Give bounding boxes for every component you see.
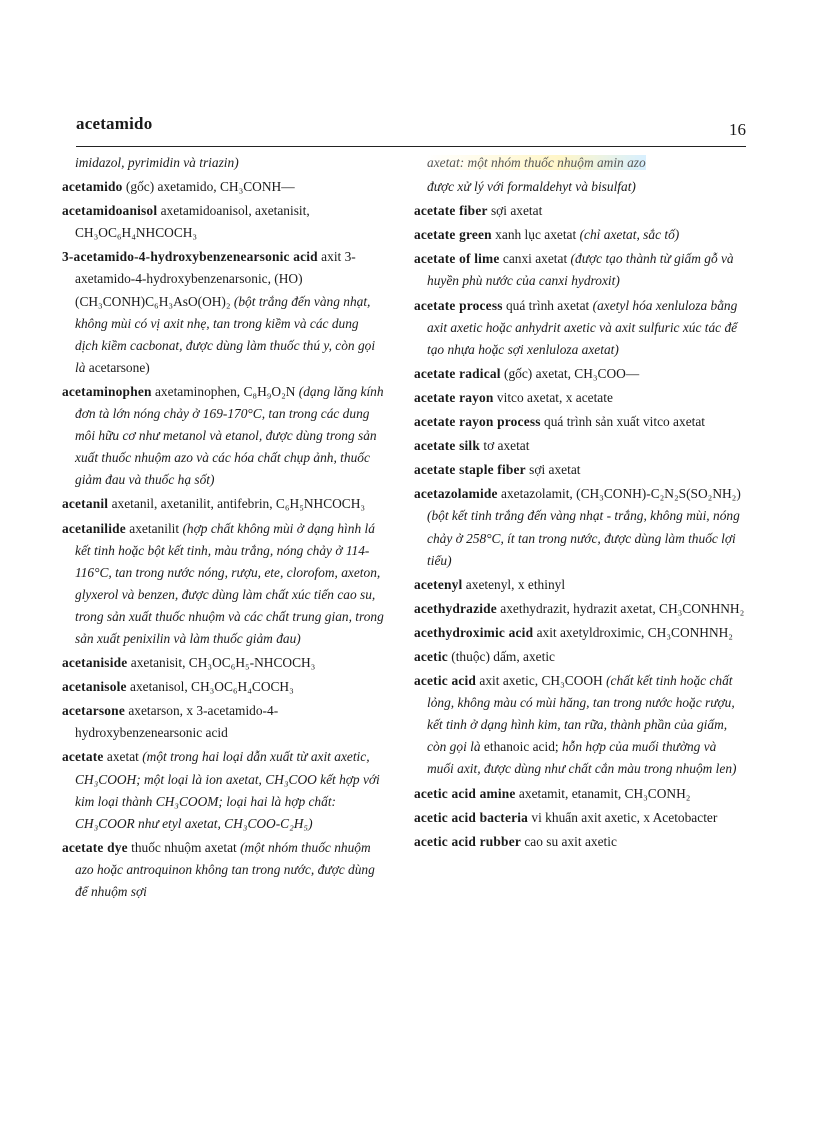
entry-acetate xyxy=(62,746,384,834)
entry-acetic-acid-rubber xyxy=(414,831,746,853)
headword: acetanil xyxy=(62,496,109,512)
definition: axit 3-axetamido-4-hydroxybenzenarsonic, (HO)(CH₃CONH)C₆H₃AsO(OH)₂ xyxy=(75,249,356,309)
headword: 3-acetamido-4-hydroxybenzenearsonic acid xyxy=(62,249,318,265)
definition: axetaminophen, C₈H₉O₂N xyxy=(151,383,299,399)
entry-acetic-acid-amine xyxy=(414,783,746,805)
entry-continuation: imidazol, pyrimidin và triazin) xyxy=(75,155,239,170)
entry-acetate-dye xyxy=(62,837,384,903)
definition: axetazolamit, (CH₃CONH)-C₂N₂S(SO₂NH₂) xyxy=(497,486,741,502)
entry-acetamidoanisol xyxy=(62,200,384,244)
usage-note: (bột kết tinh trắng đến vàng nhạt - trắng, không mùi, nóng chảy ở 258°C, ít tan trong nước, được dùng làm thuốc lợi tiểu) xyxy=(427,508,740,568)
definition: cao su axit axetic xyxy=(520,833,617,849)
headword: acetarsone xyxy=(62,703,125,719)
headword: acetazolamide xyxy=(414,486,498,502)
definition: axetarson, x 3-acetamido-4-hydroxybenzenearsonic acid xyxy=(75,703,279,741)
usage-note: (axetyl hóa xenluloza bằng axit axetic hoặc anhydrit axetic và axit sulfuric xúc tác để tạo nhựa hoặc sợi xenluloza axetat) xyxy=(427,297,738,357)
headword: acetaniside xyxy=(62,655,128,671)
entry-acethydrazide xyxy=(414,598,746,620)
entry-acetate-green xyxy=(414,224,746,246)
entry-acethydroximic-acid xyxy=(414,622,746,644)
usage-note: (bột trắng đến vàng nhạt, không mùi có vị axit nhẹ, tan trong kiềm và các dung dịch kiềm cacbonat, được dùng làm thuốc thú y, còn gọi là xyxy=(75,293,376,375)
definition-tail: ethanoic acid; xyxy=(480,739,559,755)
entry-acetate-radical xyxy=(414,363,746,385)
header-rule xyxy=(76,146,746,147)
definition: axetanilit xyxy=(125,520,183,536)
definition: quá trình axetat xyxy=(502,297,593,313)
definition: sợi axetat xyxy=(487,203,543,219)
usage-note: (hợp chất không mùi ở dạng hình lá kết tinh hoặc bột kết tinh, màu trắng, nóng chảy ở 114-116°C, tan trong nước nóng, rượu, ete, clorofom, axeton, glyxerol và benzen, được dùng làm chất xúc tiến cao su, trong sản xuất thuốc nhuộm và các chất trung gian, trong sản xuất penixilin và làm thuốc giảm đau) xyxy=(75,520,384,646)
entry-acetanisole xyxy=(62,676,384,698)
entry-acetaniside xyxy=(62,652,384,674)
entry-acetic-acid xyxy=(414,670,746,780)
definition: axetamidoanisol, axetanisit, CH₃OC₆H₄NHCOCH₃ xyxy=(75,203,310,241)
headword: acetamido xyxy=(62,179,123,195)
guide-word: acetamido xyxy=(76,114,153,133)
definition: axit axetyldroximic, CH₃CONHNH₂ xyxy=(533,624,733,640)
usage-note: (chất kết tinh hoặc chất lỏng, không màu có mùi hăng, tan trong nước hoặc rượu, kết tinh ở dạng hình kim, tan rữa, thành phần của giấm, còn gọi là xyxy=(427,673,735,755)
definition: xanh lục axetat xyxy=(491,227,580,243)
definition: vitco axetat, x acetate xyxy=(493,389,613,405)
headword: acetate radical xyxy=(414,365,501,381)
entry-acetate-fiber xyxy=(414,200,746,222)
entry-acetate-silk xyxy=(414,435,746,457)
left-column xyxy=(62,152,384,905)
usage-note-2: hỗn hợp của muối thường và muối axit, được dùng như chất cắn màu trong nhuộm len) xyxy=(427,739,737,777)
headword: acethydroximic acid xyxy=(414,624,534,640)
entry-acetenyl xyxy=(414,574,746,596)
definition: axetanisol, CH₃OC₆H₄COCH₃ xyxy=(126,679,294,695)
definition: sợi axetat xyxy=(525,462,581,478)
headword: acetate fiber xyxy=(414,203,488,219)
headword: acetanisole xyxy=(62,679,127,695)
entry-acetic xyxy=(414,646,746,668)
definition: vi khuẩn axit axetic, x Acetobacter xyxy=(528,809,718,825)
entry-continuation-cut: axetat: một nhóm thuốc nhuộm amin azo xyxy=(427,155,646,170)
entry-acetarsone xyxy=(62,700,384,744)
definition: axetenyl, x ethinyl xyxy=(462,576,566,592)
definition: tơ axetat xyxy=(480,438,530,454)
usage-note: (chỉ axetat, sắc tố) xyxy=(579,227,680,243)
headword: acetate process xyxy=(414,297,503,313)
definition: (thuộc) dấm, axetic xyxy=(447,648,555,664)
definition: axetamit, etanamit, CH₃CONH₂ xyxy=(515,785,691,801)
headword: acetate dye xyxy=(62,839,128,855)
entry-acetate-staple-fiber xyxy=(414,459,746,481)
definition: axetat xyxy=(103,749,143,765)
definition: canxi axetat xyxy=(499,251,571,267)
headword: acetate staple fiber xyxy=(414,462,526,478)
headword: acetate rayon xyxy=(414,389,494,405)
headword: acetic acid amine xyxy=(414,785,516,801)
definition: axetanisit, CH₃OC₆H₅-NHCOCH₃ xyxy=(127,655,316,671)
headword: acetic acid xyxy=(414,673,477,689)
entry-acetaminophen xyxy=(62,381,384,491)
definition: thuốc nhuộm axetat xyxy=(127,839,241,855)
entry-acetate-process xyxy=(414,295,746,361)
definition: (gốc) axetat, CH₃COO— xyxy=(500,365,640,381)
headword: acetate rayon process xyxy=(414,414,541,430)
definition: quá trình sản xuất vitco axetat xyxy=(540,414,706,430)
entry-acetate-rayon xyxy=(414,387,746,409)
entry-acetamido xyxy=(62,176,384,198)
entry-acetamido-hydroxybenzenearsonic-acid xyxy=(62,246,384,379)
headword: acetamidoanisol xyxy=(62,203,158,219)
entry-acetic-acid-bacteria xyxy=(414,807,746,829)
usage-note: (một nhóm thuốc nhuộm azo hoặc antroquinon không tan trong nước, được dùng để nhuộm sợi xyxy=(75,839,375,899)
headword: acetic acid rubber xyxy=(414,833,521,849)
headword: acethydrazide xyxy=(414,600,497,616)
headword: acetenyl xyxy=(414,576,463,592)
definition: (gốc) axetamido, CH₃CONH— xyxy=(122,179,295,195)
page-header xyxy=(76,110,746,148)
entry-acetanil xyxy=(62,493,384,515)
entry-acetanilide xyxy=(62,518,384,651)
usage-note: (dạng lăng kính đơn tà lớn nóng chảy ở 169-170°C, tan trong các dung môi hữu cơ như metanol và etanol, được dùng trong sản xuất thuốc nhuộm azo và các hóa chất chụp ảnh, thuốc giảm đau và thuốc hạ sốt) xyxy=(75,383,384,488)
headword: acetate xyxy=(62,749,104,765)
entry-acetate-of-lime xyxy=(414,248,746,292)
page-number: 16 xyxy=(729,120,746,139)
headword: acetate of lime xyxy=(414,251,500,267)
headword: acetanilide xyxy=(62,520,126,536)
right-column xyxy=(414,152,746,855)
headword: acetic acid bacteria xyxy=(414,809,529,825)
usage-note: (một trong hai loại dẫn xuất từ axit axetic, CH₃COOH; một loại là ion axetat, CH₃COO kết hợp với kim loại thành CH₃COOM; loại hai là hợp chất: CH₃COOR như etyl axetat, CH₃COO-C₂H₅) xyxy=(75,749,380,831)
headword: acetaminophen xyxy=(62,383,152,399)
headword: acetate green xyxy=(414,227,492,243)
definition-tail: acetarsone) xyxy=(85,359,150,375)
headword: acetic xyxy=(414,648,448,664)
entry-acetazolamide xyxy=(414,483,746,571)
definition: axit axetic, CH₃COOH xyxy=(476,673,607,689)
entry-acetate-rayon-process xyxy=(414,411,746,433)
definition: axethydrazit, hydrazit axetat, CH₃CONHNH₂ xyxy=(496,600,745,616)
entry-continuation: được xử lý với formaldehyt và bisulfat) xyxy=(427,179,636,195)
usage-note: (được tạo thành từ giấm gỗ và huyền phù nước của canxi hydroxit) xyxy=(427,251,734,289)
headword: acetate silk xyxy=(414,438,480,454)
definition: axetanil, axetanilit, antifebrin, C₆H₅NHCOCH₃ xyxy=(108,496,366,512)
